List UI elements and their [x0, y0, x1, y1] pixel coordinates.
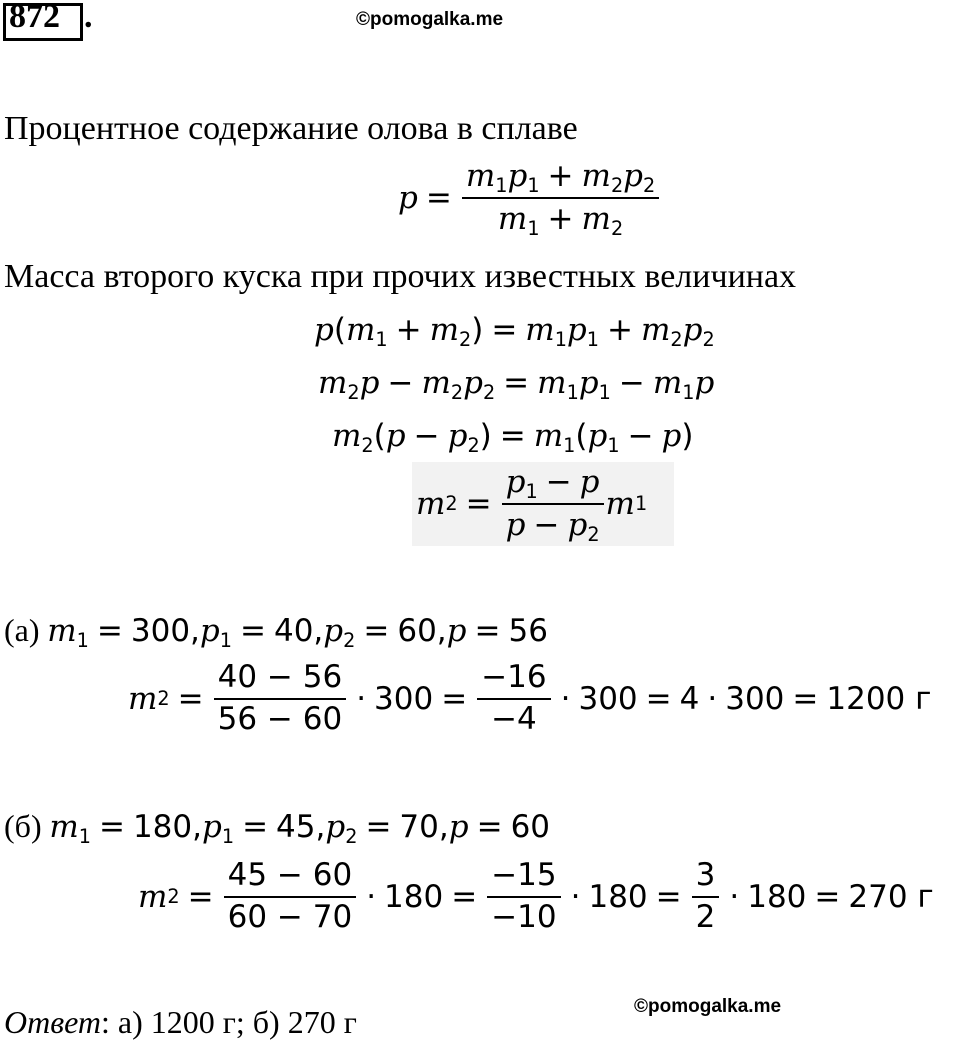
- part-a-calculation: m 2 = $\frac{40 - 56}{56 - 60}$ · 300 = $\frac{-16}{-4}$ · 300 = 4 · 300 = 1200 г: [128, 659, 932, 737]
- problem-number: 872: [9, 0, 60, 35]
- formula-p: p = $\frac{m_1p_1 + m_2p_2}{m_1 + m_2}$: [398, 158, 661, 237]
- derivation-line-2: $m_2p - m_2p_2 = m_1p_1 - m_1p$: [318, 365, 715, 404]
- intro-text: Процентное содержание олова в сплаве: [4, 110, 578, 147]
- part-a-conditions: (а) $m_1 = 300,p_1 = 40,p_2 = 60,p = 56$: [4, 612, 548, 652]
- derivation-line-3: $m_2(p - p_2) = m_1(p_1 - p)$: [332, 418, 694, 457]
- answer-text: : а) 1200 г; б) 270 г: [101, 1004, 357, 1040]
- part-b-calculation: m 2 = $\frac{45 - 60}{60 - 70}$ · 180 = $\frac{-15}{-10}$ · 180 = $\frac{3}{2}$ · 180 = 270 г: [138, 857, 934, 935]
- part-b-conditions: (б) $m_1 = 180,p_1 = 45,p_2 = 70,p = 60$: [4, 808, 551, 848]
- answer-line: [4, 1004, 357, 1041]
- problem-number-dot: .: [84, 0, 93, 35]
- highlighted-formula-m2: m 2 = $\frac{p_1 - p}{p - p_2}$ m 1: [412, 462, 674, 546]
- derivation-line-1: $p(m_1 + m_2) = m_1p_1 + m_2p_2$: [314, 312, 715, 351]
- watermark-bottom: ©pomogalka.me: [634, 996, 782, 1017]
- mass-text: Масса второго куска при прочих известных величинах: [4, 258, 797, 295]
- watermark-top: ©pomogalka.me: [356, 9, 504, 30]
- answer-label: Ответ: [4, 1004, 101, 1040]
